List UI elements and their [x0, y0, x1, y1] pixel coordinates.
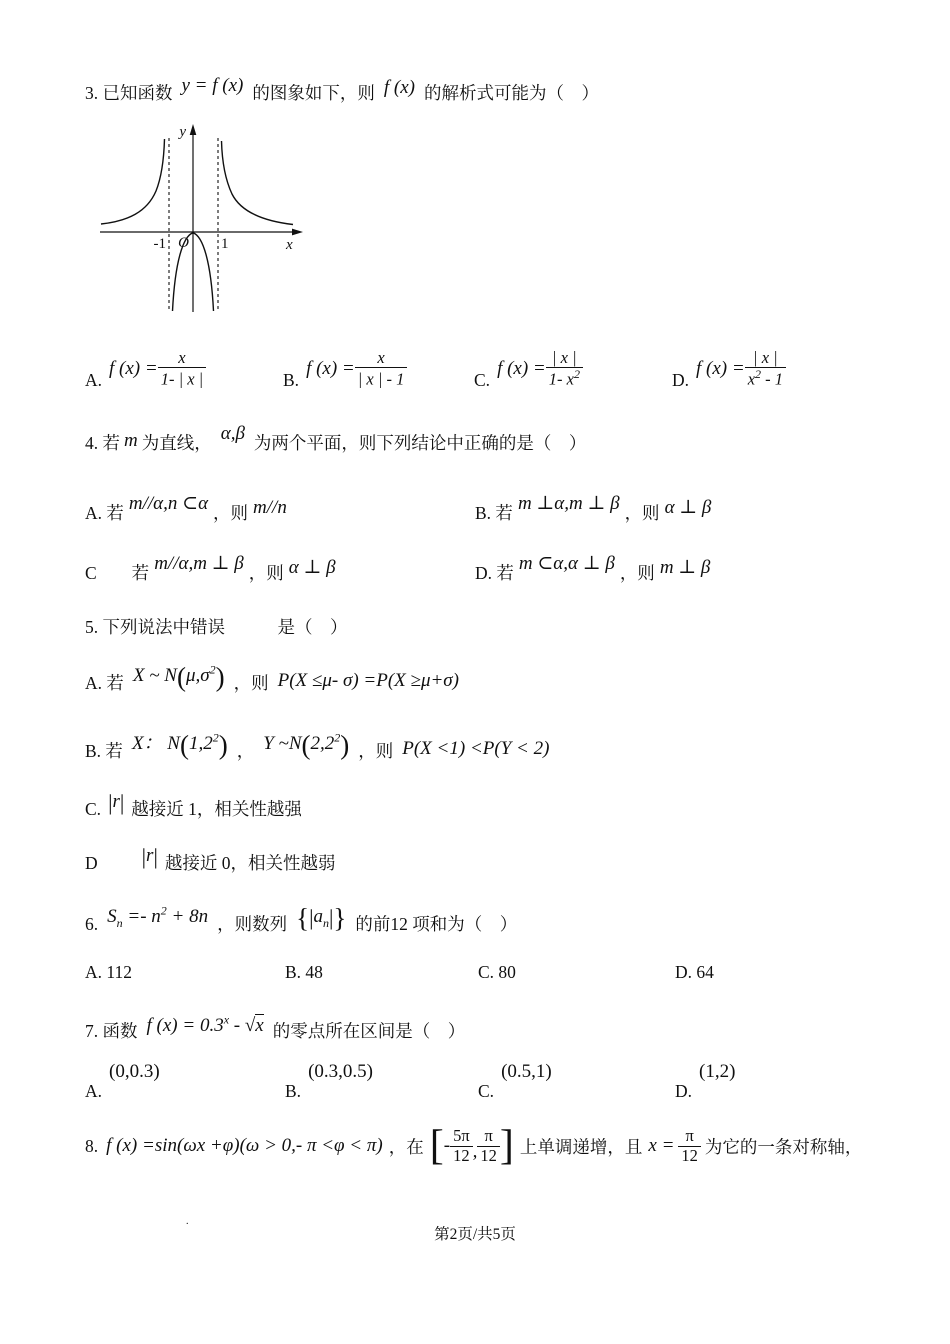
exponent-x: x	[223, 1012, 230, 1027]
dist-params: μ,σ	[185, 665, 210, 686]
q4-option-d-label: D. 若	[475, 563, 514, 583]
paren-close: )	[218, 730, 228, 760]
q4-option-a	[85, 493, 292, 525]
tick-one: 1	[221, 236, 229, 252]
q5-option-a-prob: P(X ≤μ- σ) =P(X ≥μ+σ)	[277, 670, 459, 691]
q3-function-graph	[100, 122, 335, 332]
brace-open: {	[296, 903, 310, 933]
paren-open: (	[179, 730, 189, 760]
fraction-denominator: 12	[678, 1146, 701, 1165]
q3-option-c	[474, 336, 583, 402]
paren-close: )	[340, 730, 350, 760]
q3-option-b-fraction	[355, 349, 408, 389]
q7-option-d	[675, 1052, 735, 1108]
q5-option-d	[85, 832, 335, 876]
q6-option-a	[85, 962, 132, 983]
q7-option-a	[85, 1052, 160, 1108]
question-5-stem	[85, 612, 348, 644]
q7-option-c-label: C.	[478, 1080, 495, 1101]
fraction-denominator: 12	[450, 1146, 473, 1165]
q4-option-a-cond: m//α,n ⊂α	[128, 493, 209, 514]
q6-options-row	[85, 962, 905, 992]
x-axis-arrow	[292, 229, 303, 236]
q8-text-mid2: 上单调递增，且	[519, 1136, 643, 1157]
q4-option-b-label: B. 若	[475, 503, 513, 523]
q4-var-m: m	[124, 430, 138, 451]
q5-option-b-prob: P(X <1) <P(Y < 2)	[402, 738, 550, 759]
q5-option-c-text: 越接近 1，相关性越强	[131, 799, 302, 819]
q3-option-c-label: C.	[474, 369, 491, 390]
q5-option-c-abs-r	[108, 790, 125, 815]
q5-option-a	[85, 652, 464, 699]
q6-number: 6.	[85, 914, 99, 934]
sqrt-symbol: √	[244, 1015, 256, 1036]
q3-option-d	[672, 336, 786, 402]
den-sup: 2	[573, 367, 580, 382]
q8-text-mid: ，在	[388, 1136, 424, 1157]
q3-option-a-label: A.	[85, 369, 103, 390]
fraction-numerator: | x |	[552, 347, 577, 367]
abs-bar: |	[119, 790, 125, 815]
abs-bar: |	[108, 790, 113, 815]
q6-sn-formula	[107, 903, 209, 930]
q8-fraction-pi-12	[477, 1127, 500, 1165]
q5-option-d-label: D	[85, 853, 98, 873]
q3-option-a-fx: f (x) =	[109, 358, 158, 379]
q8-fraction-5pi-12	[450, 1127, 473, 1165]
question-6-stem	[85, 893, 517, 940]
abs-bar: |	[153, 844, 158, 869]
interval-comma: ,	[472, 1141, 478, 1162]
q5-option-c	[85, 778, 302, 822]
abs-bar: |	[328, 905, 334, 930]
q3-option-a-fraction	[158, 349, 207, 389]
q5-option-d-abs-r	[141, 844, 158, 869]
q4-text-pre: 4. 若	[85, 433, 120, 453]
a-var: a	[313, 906, 323, 927]
abs-bar: |	[309, 905, 314, 930]
param-sup: 2	[212, 730, 219, 745]
dist-params: 2,2	[310, 733, 335, 754]
q4-option-c-cond: m//α,m ⊥ β	[154, 553, 244, 574]
q4-option-a-label: A. 若	[85, 503, 124, 523]
q5-option-b-label: B. 若	[85, 741, 123, 761]
paren-close: )	[215, 662, 225, 692]
function-graph-svg	[100, 122, 335, 327]
q5-option-b	[85, 718, 554, 767]
q7-options-row	[85, 1052, 905, 1108]
eq-part2: + 8n	[166, 906, 209, 927]
q5-option-b-dist-y	[263, 730, 350, 760]
q4-text-mid: 为直线，	[141, 433, 212, 453]
q5-option-a-then: ，则	[233, 673, 269, 693]
normal-dist-pre: X： N	[131, 733, 180, 754]
q3-option-b	[283, 336, 407, 402]
q6-option-b-text: B. 48	[285, 962, 323, 982]
q8-x-equals: x =	[648, 1135, 675, 1156]
origin-label: O	[178, 235, 189, 251]
q4-option-c	[85, 553, 341, 585]
q7-option-b-interval: (0.3,0.5)	[308, 1061, 373, 1082]
q7-option-a-label: A.	[85, 1080, 103, 1101]
q6-option-c	[478, 962, 516, 983]
x-axis-label: x	[286, 237, 293, 253]
normal-dist-pre: X ~ N	[132, 665, 177, 686]
stray-mark: .	[186, 1216, 189, 1227]
q5-option-c-label: C.	[85, 799, 102, 819]
q4-option-b-concl: α ⊥ β	[664, 497, 712, 518]
q7-option-b-label: B.	[285, 1080, 302, 1101]
q6-text-mid: ，则数列	[217, 914, 288, 934]
fraction-denominator: 12	[477, 1146, 500, 1165]
q6-option-a-text: A. 112	[85, 962, 132, 982]
q7-option-a-interval: (0,0.3)	[109, 1061, 160, 1082]
sqrt-radicand: x	[255, 1015, 264, 1036]
tick-neg-one: -1	[153, 236, 166, 252]
r-var: r	[112, 791, 120, 812]
den-part2: - 1	[761, 369, 784, 389]
normal-dist-pre: Y ~N	[263, 733, 302, 754]
q3-option-b-label: B.	[283, 369, 300, 390]
q3-option-b-fx: f (x) =	[306, 358, 355, 379]
q6-text-tail: 的前12 项和为（ ）	[355, 914, 518, 934]
q7-option-c	[478, 1052, 552, 1108]
q4-option-b	[475, 493, 716, 525]
den-part: | x | - 1	[357, 369, 405, 389]
fraction-numerator: | x |	[753, 347, 778, 367]
q3-option-a	[85, 336, 206, 402]
q6-option-d-text: D. 64	[675, 962, 714, 982]
param-sup: 2	[334, 730, 341, 745]
q3-formula-yfx: y = f (x)	[181, 75, 244, 96]
q3-option-d-fx: f (x) =	[696, 358, 745, 379]
fraction-numerator: π	[685, 1126, 694, 1146]
q3-text-mid: 的图象如下，则	[252, 83, 375, 103]
q4-option-d	[475, 553, 715, 585]
q4-options-row-1	[85, 480, 905, 538]
q8-sine-formula: f (x) =sin(ωx +φ)(ω > 0,- π <φ < π)	[106, 1135, 383, 1156]
fraction-denominator	[745, 367, 786, 389]
abs-bar: |	[141, 844, 147, 869]
q8-text-tail: 为它的一条对称轴，	[704, 1136, 863, 1157]
q4-option-c-label: C 若	[85, 563, 150, 583]
q4-option-a-concl: m//n	[253, 497, 287, 518]
q4-option-b-cond: m ⊥α,m ⊥ β	[517, 493, 620, 514]
q7-option-d-label: D.	[675, 1080, 693, 1101]
den-part: 1- x	[548, 369, 574, 389]
q4-options-row-2	[85, 540, 905, 598]
q4-option-b-then: ，则	[624, 503, 660, 523]
fx-base: f (x) = 0.3	[146, 1015, 224, 1036]
page-footer: 第2页/共5页	[434, 1226, 516, 1243]
den-sup: 2	[755, 367, 762, 382]
neg-sign: -	[443, 1135, 451, 1156]
q5-option-b-then: ，则	[358, 741, 394, 761]
q3-option-d-label: D.	[672, 369, 690, 390]
r-var: r	[146, 845, 154, 866]
den-part: x	[747, 369, 756, 389]
dist-params: 1,2	[188, 733, 213, 754]
q6-option-d	[675, 962, 714, 983]
q6-option-b	[285, 962, 323, 983]
s-var: S	[107, 906, 117, 927]
q4-planes: α,β	[220, 423, 245, 444]
q5-option-a-label: A. 若	[85, 673, 124, 693]
q3-option-d-fraction	[745, 349, 786, 389]
q7-text-pre: 7. 函数	[85, 1021, 138, 1041]
q3-option-c-fx: f (x) =	[497, 358, 546, 379]
q5-option-b-dist-x	[131, 730, 228, 760]
n-sup: 2	[160, 903, 167, 918]
question-7-stem	[85, 1000, 465, 1043]
q7-option-c-interval: (0.5,1)	[501, 1061, 552, 1082]
q5-option-d-text: 越接近 0，相关性越弱	[164, 853, 336, 873]
q3-text-pre: 3. 已知函数	[85, 83, 173, 103]
q4-option-d-then: ，则	[619, 563, 655, 583]
curve-right-branch	[222, 141, 294, 225]
question-8-stem	[85, 1108, 862, 1184]
curve-left-branch	[101, 139, 165, 224]
fraction-numerator: x	[178, 347, 186, 367]
q7-formula	[146, 1012, 264, 1036]
brace-close: }	[333, 903, 347, 933]
q5-stem-text: 5. 下列说法中错误 是（ ）	[85, 617, 348, 637]
y-axis-label: y	[179, 124, 186, 140]
q7-text-tail: 的零点所在区间是（ ）	[272, 1021, 466, 1041]
fraction-numerator: x	[377, 347, 385, 367]
q4-option-a-then: ，则	[213, 503, 249, 523]
q4-option-c-then: ，则	[248, 563, 284, 583]
q8-number: 8.	[85, 1135, 99, 1156]
bracket-open: [	[429, 1123, 444, 1169]
q3-option-c-fraction	[546, 349, 583, 389]
q4-text-tail: 为两个平面，则下列结论中正确的是（ ）	[253, 433, 587, 453]
q6-sequence-abs-an	[296, 903, 347, 933]
paren-open: (	[301, 730, 311, 760]
q5-option-a-dist	[132, 662, 225, 692]
q5-option-b-comma: ，	[236, 741, 255, 761]
q3-formula-fx: f (x)	[383, 77, 415, 98]
q4-option-d-concl: m ⊥ β	[659, 557, 711, 578]
fraction-numerator: 5π	[453, 1126, 470, 1146]
bracket-close: ]	[499, 1123, 514, 1169]
paren-open: (	[176, 662, 186, 692]
s-sub: n	[116, 915, 123, 930]
q3-text-tail: 的解析式可能为（ ）	[424, 83, 599, 103]
fraction-numerator: π	[484, 1126, 493, 1146]
q8-axis-fraction	[678, 1127, 701, 1165]
sigma-sup: 2	[209, 662, 216, 677]
fraction-denominator	[546, 367, 583, 389]
eq-part: =- n	[122, 906, 161, 927]
fraction-denominator	[158, 367, 207, 389]
den-part: 1- | x |	[160, 369, 204, 389]
q4-option-d-cond: m ⊂α,α ⊥ β	[518, 553, 615, 574]
q7-option-b	[285, 1052, 373, 1108]
minus-sign: -	[229, 1015, 245, 1036]
fraction-denominator	[355, 367, 408, 389]
q6-option-c-text: C. 80	[478, 962, 516, 982]
q3-options-row	[85, 336, 905, 402]
q7-option-d-interval: (1,2)	[699, 1061, 736, 1082]
q4-option-c-concl: α ⊥ β	[288, 557, 336, 578]
question-4-stem	[85, 423, 587, 460]
question-3-stem	[85, 75, 599, 110]
y-axis-arrow	[190, 124, 197, 135]
a-sub: n	[322, 915, 329, 930]
